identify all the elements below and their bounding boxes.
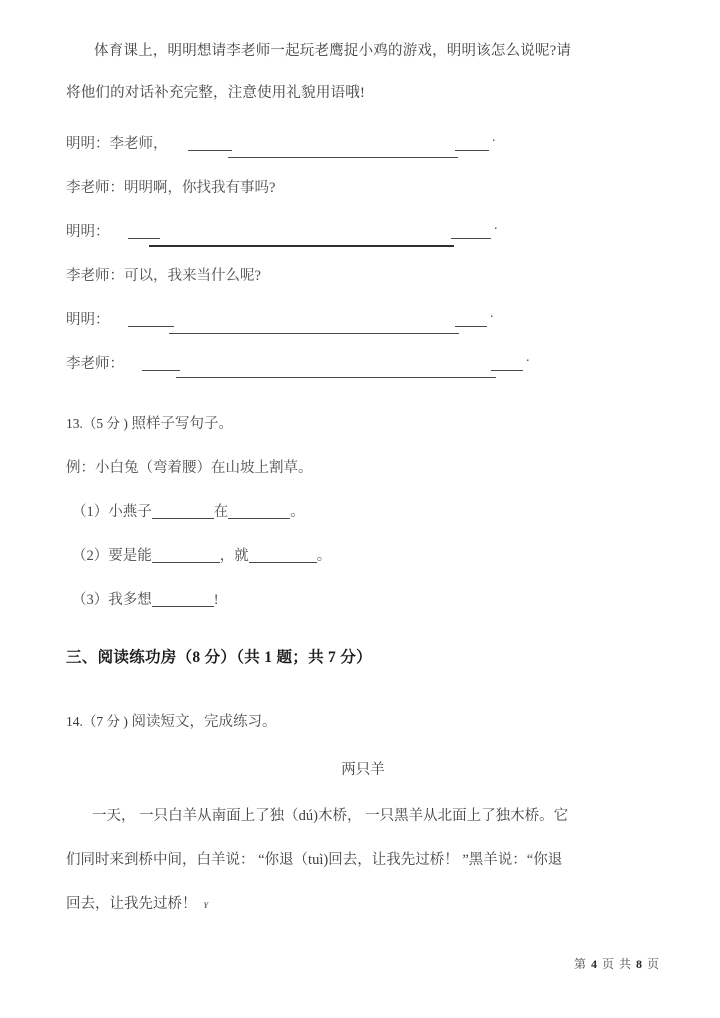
passage-title: 两只羊 xyxy=(341,762,385,778)
question-13-title: 照样子写句子。 xyxy=(131,416,233,432)
question-13-example: 例：小白兔（弯着腰）在山坡上割草。 xyxy=(66,460,313,476)
dialogue-speaker: 明明：李老师， xyxy=(66,136,168,152)
answer-blank[interactable] xyxy=(249,562,317,563)
answer-rule-long[interactable] xyxy=(149,245,454,247)
passage-text: 回去，让我先过桥！ xyxy=(66,896,197,912)
answer-blank[interactable] xyxy=(228,518,290,519)
question-13-item-2 xyxy=(66,534,660,578)
dialogue-row-2 xyxy=(66,168,660,212)
answer-rule-long[interactable] xyxy=(169,333,459,334)
dialogue-speaker: 明明： xyxy=(66,224,110,240)
item-text-pre: （3）我多想 xyxy=(72,592,152,608)
footer-prefix: 第 xyxy=(573,957,587,971)
item-text-mid: 在 xyxy=(213,504,229,520)
dialogue-row-4 xyxy=(66,256,660,300)
dialogue-end-punct: . xyxy=(526,350,530,365)
question-13-score: （5 分 ) xyxy=(82,416,128,431)
answer-rule-short-left[interactable] xyxy=(142,370,180,371)
dialogue-row-6 xyxy=(66,344,660,388)
item-text-pre: （2）要是能 xyxy=(72,548,152,564)
dialogue-end-punct: . xyxy=(494,218,498,233)
item-text-post: 。 xyxy=(316,548,332,564)
question-14-header xyxy=(66,700,660,744)
answer-blank[interactable] xyxy=(152,518,214,519)
answer-blank[interactable] xyxy=(152,562,220,563)
item-text-pre: （1）小燕子 xyxy=(72,504,152,520)
dialogue-row-3 xyxy=(66,212,660,256)
dialogue-speaker: 李老师：明明啊，你找我有事吗? xyxy=(66,180,276,196)
question-14-title: 阅读短文，完成练习。 xyxy=(131,714,277,730)
answer-rule-short-right[interactable] xyxy=(455,326,487,327)
answer-rule-short-right[interactable] xyxy=(455,150,489,151)
quote-artifact-glyph: ʏ xyxy=(203,897,208,911)
footer-total-pages: 8 xyxy=(635,957,643,971)
answer-blank[interactable] xyxy=(152,606,214,607)
passage-line-1 xyxy=(66,794,660,838)
answer-rule-long[interactable] xyxy=(176,377,496,378)
question-14-score: （7 分 ) xyxy=(82,714,128,729)
item-text-post: ! xyxy=(213,592,219,608)
dialogue-end-punct: . xyxy=(490,306,494,321)
question-13-item-3 xyxy=(66,578,660,622)
dialogue-speaker: 李老师：可以，我来当什么呢? xyxy=(66,268,261,284)
intro-line-1: 体育课上，明明想请李老师一起玩老鹰捉小鸡的游戏，明明该怎么说呢?请 xyxy=(94,43,572,59)
dialogue-speaker: 李老师： xyxy=(66,356,124,372)
answer-rule-short-right[interactable] xyxy=(491,370,523,371)
dialogue-end-punct: . xyxy=(492,130,496,145)
question-14-number: 14. xyxy=(66,714,83,729)
answer-rule-long[interactable] xyxy=(228,157,458,158)
answer-rule-short-left[interactable] xyxy=(128,326,174,327)
footer-page-number: 4 xyxy=(590,957,598,971)
passage-line-3 xyxy=(66,882,660,926)
section-3-heading: 三、阅读练功房（8 分）（共 1 题；共 7 分） xyxy=(66,649,372,666)
answer-rule-short-left[interactable] xyxy=(188,150,232,151)
passage-text: 一天， 一只白羊从南面上了独（dú)木桥， 一只黑羊从北面上了独木桥。它 xyxy=(92,808,569,824)
passage-text: 们同时来到桥中间，白羊说： “你退（tuì)回去，让我先过桥！ ”黑羊说：“你退 xyxy=(66,852,563,868)
page-footer xyxy=(574,955,660,972)
question-13-item-1 xyxy=(66,490,660,534)
answer-rule-short-left[interactable] xyxy=(128,238,160,239)
item-text-mid: ，就 xyxy=(219,548,249,564)
footer-suffix: 页 xyxy=(646,957,660,971)
answer-rule-short-right[interactable] xyxy=(451,238,491,239)
item-text-post: 。 xyxy=(290,504,305,520)
footer-mid: 页 共 xyxy=(601,957,632,971)
intro-line-2: 将他们的对话补充完整，注意使用礼貌用语哦! xyxy=(66,85,366,101)
question-13-header xyxy=(66,402,660,446)
dialogue-row-5 xyxy=(66,300,660,344)
passage-line-2 xyxy=(66,838,660,882)
question-13-number: 13. xyxy=(66,416,83,431)
dialogue-row-1 xyxy=(66,124,660,168)
dialogue-speaker: 明明： xyxy=(66,312,110,328)
